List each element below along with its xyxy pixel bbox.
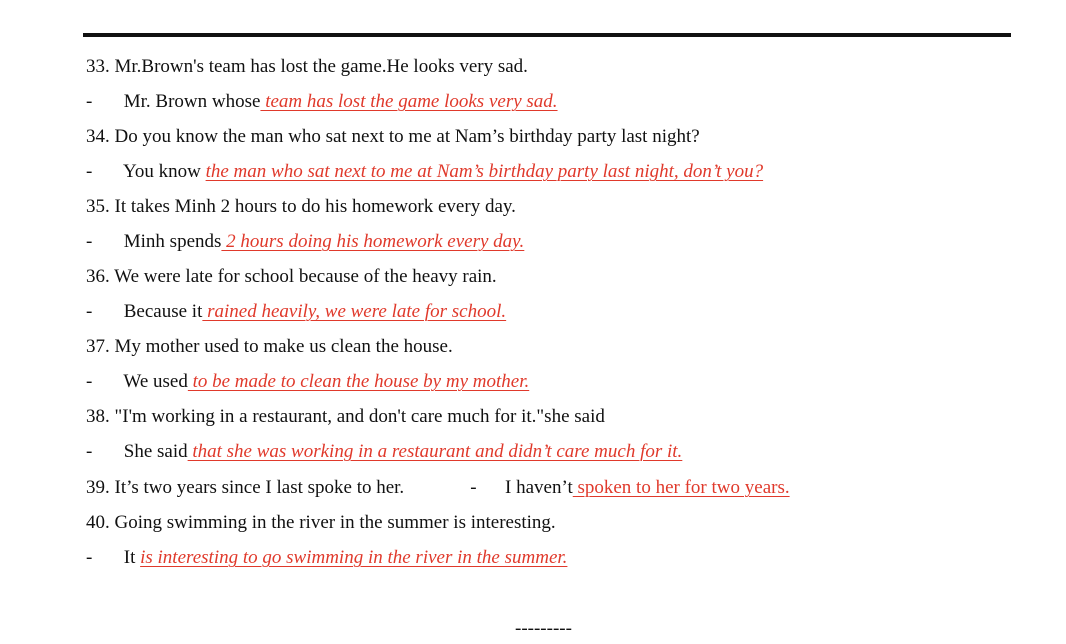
prompt-37: We used xyxy=(123,371,188,392)
prompt-34: You know xyxy=(123,161,206,182)
dash-bullet: - xyxy=(470,477,477,498)
answer-38: that she was working in a restaurant and didn’t care much for it. xyxy=(187,441,683,462)
answer-33: team has lost the game looks very sad. xyxy=(260,91,558,112)
answer-34: the man who sat next to me at Nam’s birthday party last night, don’t you? xyxy=(205,161,764,182)
question-39 xyxy=(86,477,790,499)
dash-bullet: - xyxy=(86,547,93,568)
answer-36: rained heavily, we were late for school. xyxy=(202,301,507,322)
prompt-40: It xyxy=(123,547,141,568)
question-39-text: 39. It’s two years since I last spoke to her. xyxy=(86,477,405,498)
dash-bullet: - xyxy=(86,231,93,252)
prompt-38: She said xyxy=(123,441,188,462)
answer-line-37 xyxy=(86,371,529,393)
answer-line-34 xyxy=(86,161,763,183)
answer-line-38 xyxy=(86,441,682,463)
answer-line-33 xyxy=(86,91,558,113)
answer-line-35 xyxy=(86,231,524,253)
dash-bullet: - xyxy=(86,301,93,322)
question-33: 33. Mr.Brown's team has lost the game.He looks very sad. xyxy=(86,56,528,77)
prompt-39: I haven’t xyxy=(505,477,573,498)
question-40: 40. Going swimming in the river in the summer is interesting. xyxy=(86,512,556,533)
answer-39: spoken to her for two years. xyxy=(572,477,790,498)
question-36: 36. We were late for school because of the heavy rain. xyxy=(86,266,497,287)
answer-37: to be made to clean the house by my mother. xyxy=(187,371,530,392)
dash-bullet: - xyxy=(86,161,93,182)
answer-40: is interesting to go swimming in the river in the summer. xyxy=(140,547,568,568)
question-35: 35. It takes Minh 2 hours to do his homework every day. xyxy=(86,196,516,217)
end-separator: --------- xyxy=(515,618,572,639)
answer-line-40 xyxy=(86,547,567,569)
answer-line-36 xyxy=(86,301,506,323)
dash-bullet: - xyxy=(86,371,93,392)
dash-bullet: - xyxy=(86,441,93,462)
question-38: 38. "I'm working in a restaurant, and don't care much for it."she said xyxy=(86,406,605,427)
prompt-33: Mr. Brown whose xyxy=(123,91,261,112)
question-34: 34. Do you know the man who sat next to me at Nam’s birthday party last night? xyxy=(86,126,700,147)
prompt-36: Because it xyxy=(123,301,203,322)
prompt-35: Minh spends xyxy=(123,231,222,252)
question-37: 37. My mother used to make us clean the house. xyxy=(86,336,453,357)
top-rule xyxy=(83,33,1011,37)
dash-bullet: - xyxy=(86,91,93,112)
answer-35: 2 hours doing his homework every day. xyxy=(221,231,525,252)
